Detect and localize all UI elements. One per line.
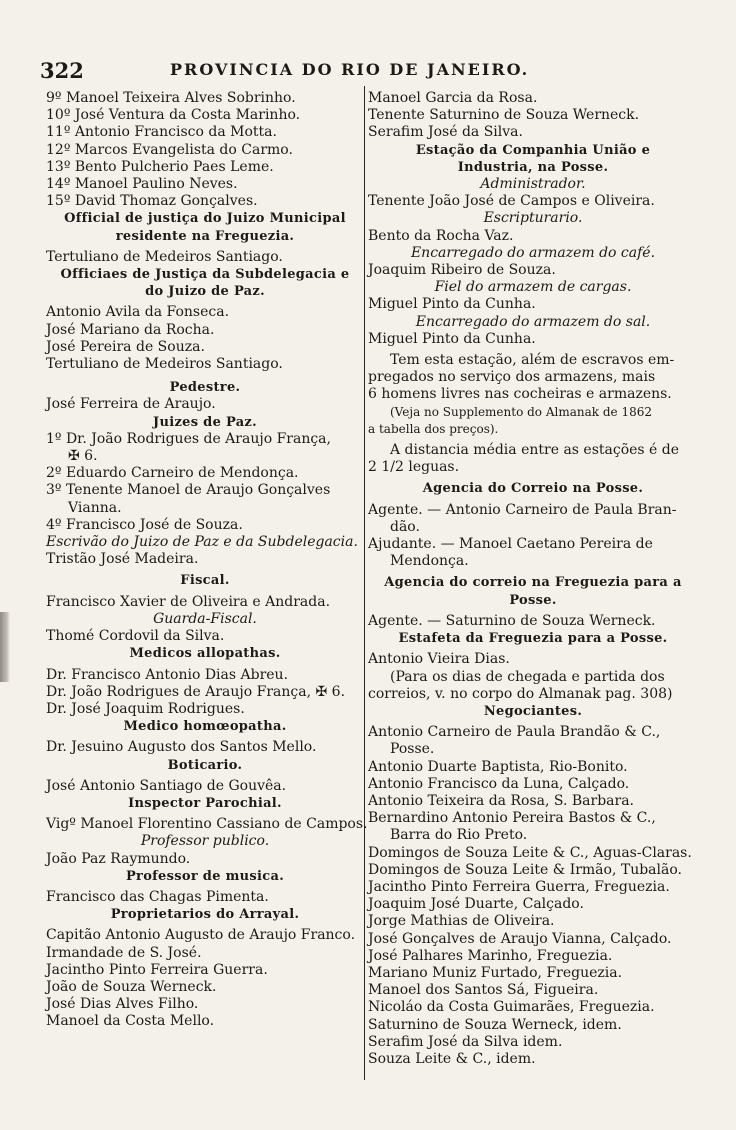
note-line: pregados no serviço dos armazens, mais xyxy=(368,369,656,386)
left-column xyxy=(46,90,368,1031)
note-line: (Veja no Supplemento do Almanak de 1862 xyxy=(390,404,652,419)
list-item: Dr. Jesuino Augusto dos Santos Mello. xyxy=(46,739,317,756)
section-heading: Industria, na Posse. xyxy=(457,159,609,175)
section-heading: residente na Freguezia. xyxy=(115,228,295,244)
list-item: Irmandade de S. José. xyxy=(46,944,202,961)
list-item: Souza Leite & C., idem. xyxy=(368,1050,536,1067)
note-line: Tem esta estação, além de escravos em- xyxy=(390,352,675,369)
list-item: 11º Antonio Francisco da Motta. xyxy=(46,124,277,141)
list-item: 9º Manoel Teixeira Alves Sobrinho. xyxy=(46,90,296,106)
section-heading: do Juizo de Paz. xyxy=(145,284,265,300)
note-line: A distancia média entre as estações é de xyxy=(390,442,680,459)
list-item: José Dias Alves Filho. xyxy=(46,996,199,1013)
column-divider xyxy=(364,86,365,1080)
list-item: Jorge Mathias de Oliveira. xyxy=(368,913,555,930)
list-item: Miguel Pinto da Cunha. xyxy=(368,296,536,313)
page-edge-shadow xyxy=(0,612,10,682)
list-item: Posse. xyxy=(390,741,435,758)
running-title: PROVINCIA DO RIO DE JANEIRO. xyxy=(170,60,530,79)
list-item: 1º Dr. João Rodrigues de Araujo França, xyxy=(46,430,331,447)
list-item: Manoel Garcia da Rosa. xyxy=(368,90,538,106)
list-item: Jacintho Pinto Ferreira Guerra. xyxy=(46,961,268,978)
list-item: Domingos de Souza Leite & C., Aguas-Claras. xyxy=(368,844,692,861)
note-line: correios, v. no corpo do Almanak pag. 308) xyxy=(368,685,673,702)
list-item: José Palhares Marinho, Freguezia. xyxy=(368,947,613,964)
list-item: Thomé Cordovil da Silva. xyxy=(46,628,225,645)
list-item: Agente. — Antonio Carneiro de Paula Bran- xyxy=(368,501,677,518)
list-item: Joaquim José Duarte, Calçado. xyxy=(368,896,584,913)
list-item: Antonio Teixeira da Rosa, S. Barbara. xyxy=(368,792,634,809)
list-item: Ajudante. — Manoel Caetano Pereira de xyxy=(368,536,653,553)
list-item: João Paz Raymundo. xyxy=(46,850,191,867)
list-item: 4º Francisco José de Souza. xyxy=(46,516,243,533)
role-title: Fiel do armazem de cargas. xyxy=(434,279,632,296)
list-item: José Gonçalves de Araujo Vianna, Calçado. xyxy=(368,930,672,947)
list-item: José Antonio Santiago de Gouvêa. xyxy=(46,777,287,794)
section-heading: Professor de musica. xyxy=(125,868,285,884)
section-heading: Fiscal. xyxy=(180,573,230,589)
role-title: Encarregado do armazem do sal. xyxy=(415,313,651,330)
list-item: Tristão José Madeira. xyxy=(46,551,199,568)
section-heading: Boticario. xyxy=(167,757,243,773)
role-title: Escrivão do Juizo de Paz e da Subdelegacia. xyxy=(46,534,358,551)
section-heading: Estação da Companhia União e xyxy=(415,142,651,158)
role-title: Professor publico. xyxy=(140,833,270,850)
list-item: Antonio Vieira Dias. xyxy=(368,651,510,668)
list-item: Francisco Xavier de Oliveira e Andrada. xyxy=(46,593,331,610)
role-title: Encarregado do armazem do café. xyxy=(410,244,656,261)
section-heading: Agencia do Correio na Posse. xyxy=(422,481,644,497)
role-title: Guarda-Fiscal. xyxy=(153,610,257,627)
list-item: ✠ 6. xyxy=(68,448,98,465)
section-heading: Official de justiça do Juizo Municipal xyxy=(64,211,346,227)
list-item: 3º Tenente Manoel de Araujo Gonçalves xyxy=(46,482,331,499)
list-item: Bernardino Antonio Pereira Bastos & C., xyxy=(368,810,656,827)
section-heading: Agencia do correio na Freguezia para a xyxy=(384,575,682,591)
role-title: Administrador. xyxy=(480,176,586,193)
list-item: 10º José Ventura da Costa Marinho. xyxy=(46,107,301,124)
list-item: Mendonça. xyxy=(390,553,469,570)
list-item: Antonio Francisco da Luna, Calçado. xyxy=(368,775,630,792)
section-heading: Estafeta da Freguezia para a Posse. xyxy=(398,631,668,647)
list-item: Miguel Pinto da Cunha. xyxy=(368,330,536,347)
list-item: Antonio Duarte Baptista, Rio-Bonito. xyxy=(368,758,628,775)
list-item: Manoel dos Santos Sá, Figueira. xyxy=(368,982,599,999)
list-item: Agente. — Saturnino de Souza Werneck. xyxy=(368,612,656,629)
list-item: Serafim José da Silva. xyxy=(368,124,523,141)
list-item: Tenente Saturnino de Souza Werneck. xyxy=(368,107,640,124)
list-item: Bento da Rocha Vaz. xyxy=(368,227,514,244)
page-header xyxy=(40,52,560,83)
list-item: Manoel da Costa Mello. xyxy=(46,1013,215,1030)
section-heading: Pedestre. xyxy=(169,380,241,396)
section-heading: Proprietarios do Arrayal. xyxy=(110,907,300,923)
role-title: Escripturario. xyxy=(483,210,583,227)
list-item: Vianna. xyxy=(68,499,122,516)
list-item: Vigº Manoel Florentino Cassiano de Campos. xyxy=(46,816,368,833)
list-item: Jacintho Pinto Ferreira Guerra, Freguezia. xyxy=(368,878,670,895)
list-item: Tenente João José de Campos e Oliveira. xyxy=(368,193,655,210)
section-heading: Medicos allopathas. xyxy=(129,646,281,662)
list-item: Dr. José Joaquim Rodrigues. xyxy=(46,700,245,717)
list-item: Antonio Avila da Fonseca. xyxy=(46,304,230,321)
list-item: Antonio Carneiro de Paula Brandão & C., xyxy=(368,724,661,741)
section-heading: Posse. xyxy=(509,592,557,608)
list-item: Nicoláo da Costa Guimarães, Freguezia. xyxy=(368,999,655,1016)
right-column xyxy=(368,90,698,1068)
list-item: Capitão Antonio Augusto de Araujo Franco. xyxy=(46,927,356,944)
list-item: Tertuliano de Medeiros Santiago. xyxy=(46,248,283,265)
list-item: José Pereira de Souza. xyxy=(46,338,205,355)
list-item: Domingos de Souza Leite & Irmão, Tubalão. xyxy=(368,861,682,878)
section-heading: Negociantes. xyxy=(483,703,583,719)
note-line: (Para os dias de chegada e partida dos xyxy=(390,668,665,685)
list-item: Serafim José da Silva idem. xyxy=(368,1033,563,1050)
note-line: a tabella dos preços). xyxy=(368,421,499,436)
section-heading: Inspector Parochial. xyxy=(128,795,282,811)
list-item: Saturnino de Souza Werneck, idem. xyxy=(368,1016,622,1033)
list-item: Joaquim Ribeiro de Souza. xyxy=(368,262,556,279)
list-item: José Ferreira de Araujo. xyxy=(46,396,216,413)
section-heading: Medico homœopatha. xyxy=(123,719,287,735)
list-item: 12º Marcos Evangelista do Carmo. xyxy=(46,141,293,158)
list-item: João de Souza Werneck. xyxy=(46,978,217,995)
list-item: dão. xyxy=(390,518,420,535)
list-item: Dr. Francisco Antonio Dias Abreu. xyxy=(46,666,289,683)
note-line: 2 1/2 leguas. xyxy=(368,459,460,476)
list-item: Tertuliano de Medeiros Santiago. xyxy=(46,356,283,373)
list-item: 14º Manoel Paulino Neves. xyxy=(46,176,238,193)
list-item: Barra do Rio Preto. xyxy=(390,827,528,844)
page-number: 322 xyxy=(40,58,84,83)
list-item: 15º David Thomaz Gonçalves. xyxy=(46,193,258,210)
section-heading: Juizes de Paz. xyxy=(153,414,257,430)
section-heading: Officiaes de Justiça da Subdelegacia e xyxy=(60,267,350,283)
list-item: 2º Eduardo Carneiro de Mendonça. xyxy=(46,465,299,482)
list-item: 13º Bento Pulcherio Paes Leme. xyxy=(46,158,274,175)
list-item: José Mariano da Rocha. xyxy=(46,321,215,338)
list-item: Mariano Muniz Furtado, Freguezia. xyxy=(368,964,623,981)
list-item: Dr. João Rodrigues de Araujo França, ✠ 6. xyxy=(46,683,346,700)
note-line: 6 homens livres nas cocheiras e armazens. xyxy=(368,386,672,403)
list-item: Francisco das Chagas Pimenta. xyxy=(46,888,269,905)
